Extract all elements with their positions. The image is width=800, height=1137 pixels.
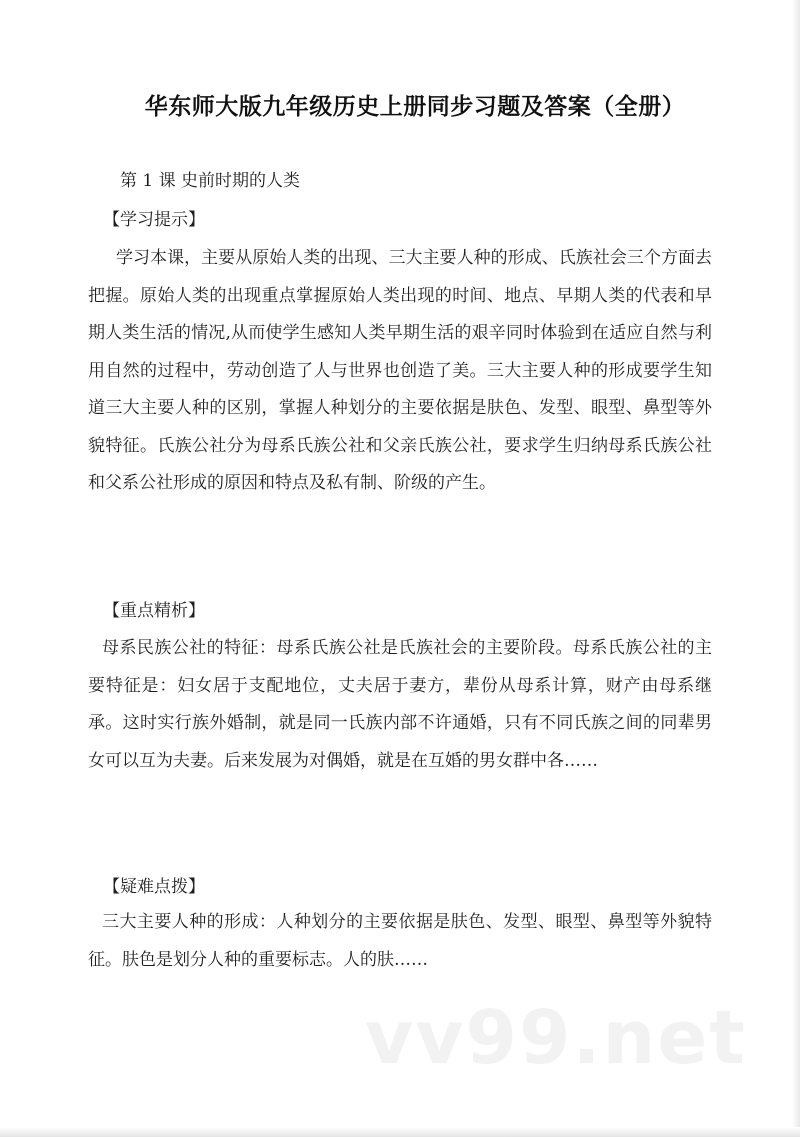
paragraph-difficult-points: 三大主要人种的形成：人种划分的主要依据是肤色、发型、眼型、鼻型等外貌特征。肤色是划分人种的重要标志。人的肤……: [88, 912, 712, 970]
watermark: vv99.net: [365, 995, 747, 1081]
page-edge-shadow-right: [792, 0, 800, 1137]
section-heading-study-tips: 【学习提示】: [103, 210, 205, 230]
lesson-title: 第 1 课 史前时期的人类: [120, 171, 301, 191]
page-edge-shadow-bottom: [0, 1127, 800, 1137]
section-heading-key-points: 【重点精析】: [103, 601, 205, 621]
paragraph-key-points: 母系民族公社的特征：母系氏族公社是氏族社会的主要阶段。母系氏族公社的主要特征是：妇女居于支配地位，丈夫居于妻方，辈份从母系计算，财产由母系继承。这时实行族外婚制，就是同一氏族内部不许通婚，只有不同氏族之间的同辈男女可以互为夫妻。后来发展为对偶婚，就是在互婚的男女群中各……: [88, 638, 712, 771]
paragraph-study-tips: 学习本课，主要从原始人类的出现、三大主要人种的形成、氏族社会三个方面去把握。原始人类的出现重点掌握原始人类出现的时间、地点、早期人类的代表和早期人类生活的情况,从而使学生感知人类早期生活的艰辛同时体验到在适应自然与利用自然的过程中，劳动创造了人与世界也创造了美。三大主要人种的形成要学生知道三大主要人种的区别，掌握人种划分的主要依据是肤色、发型、眼型、鼻型等外貌特征。氏族公社分为母系氏族公社和父亲氏族公社，要求学生归纳母系氏族公社和父系公社形成的原因和特点及私有制、阶级的产生。: [88, 248, 712, 493]
section-heading-difficult-points: 【疑难点拨】: [103, 877, 205, 897]
document-title: 华东师大版九年级历史上册同步习题及答案（全册）: [144, 94, 686, 120]
